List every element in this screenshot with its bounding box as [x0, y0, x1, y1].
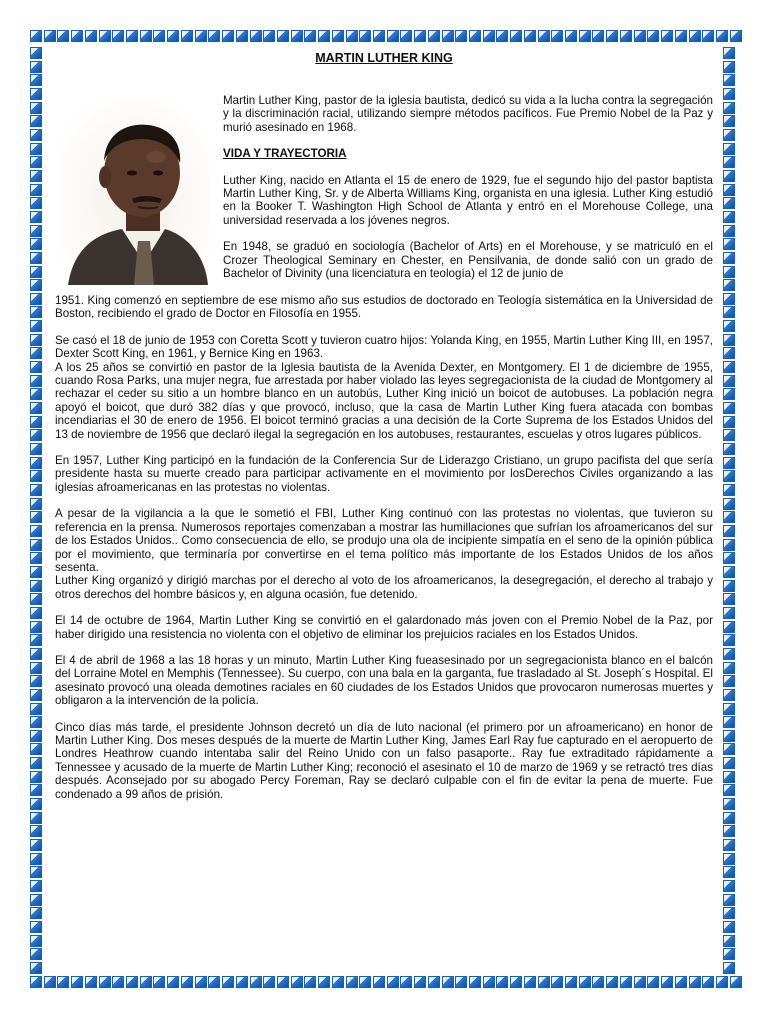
border-tile-icon	[723, 525, 735, 537]
border-tile-icon	[263, 976, 275, 988]
border-tile-icon	[277, 976, 289, 988]
border-tile-icon	[236, 976, 248, 988]
border-tile-icon	[99, 30, 111, 42]
border-tile-icon	[723, 539, 735, 551]
paragraph-birth: Luther King, nacido en Atlanta el 15 de enero de 1929, fue el segundo hijo del pastor baptista Martin Luther King, Sr. y de Alberta Williams King, organista en una iglesia. Luther King estudió en la Booker T. Washington High School de Atlanta y entró en el Morehouse College, una universidad reservada a los jóvenes negros.	[223, 173, 713, 227]
border-tile-icon	[140, 30, 152, 42]
border-tile-icon	[30, 30, 42, 42]
border-tile-icon	[634, 30, 646, 42]
border-tile-icon	[689, 976, 701, 988]
border-tile-icon	[469, 30, 481, 42]
border-tile-icon	[30, 170, 42, 182]
border-tile-icon	[277, 30, 289, 42]
border-tile-icon	[85, 976, 97, 988]
border-tile-icon	[30, 293, 42, 305]
border-tile-icon	[606, 976, 618, 988]
border-tile-icon	[483, 30, 495, 42]
border-tile-icon	[723, 798, 735, 810]
border-tile-icon	[30, 211, 42, 223]
border-tile-icon	[222, 30, 234, 42]
paragraph-marriage: Se casó el 18 de junio de 1953 con Coretta Scott y tuvieron cuatro hijos: Yolanda King, en 1955, Martin Luther King III, en 1957, Dexter Scott King, en 1961, y Bernice King en 1963.	[55, 333, 713, 361]
border-tile-icon	[723, 197, 735, 209]
border-tile-icon	[359, 30, 371, 42]
paragraph-marches: Luther King organizó y dirigió marchas por el derecho al voto de los afroamericanos, la desegregación, el derecho al trabajo y otros derechos del hombre básicos y, en alguna ocasión, fue detenido.	[55, 574, 713, 601]
border-tile-icon	[675, 976, 687, 988]
border-tile-icon	[723, 511, 735, 523]
border-tile-icon	[30, 511, 42, 523]
border-tile-icon	[483, 976, 495, 988]
border-tile-icon	[675, 30, 687, 42]
decorative-border-top	[30, 30, 742, 45]
border-tile-icon	[524, 976, 536, 988]
border-tile-icon	[30, 716, 42, 728]
border-tile-icon	[30, 839, 42, 851]
border-tile-icon	[565, 30, 577, 42]
border-tile-icon	[71, 30, 83, 42]
intro-section	[223, 94, 713, 280]
border-tile-icon	[30, 771, 42, 783]
border-tile-icon	[30, 525, 42, 537]
border-tile-icon	[723, 894, 735, 906]
border-tile-icon	[723, 935, 735, 947]
border-tile-icon	[30, 812, 42, 824]
border-tile-icon	[387, 30, 399, 42]
border-tile-icon	[723, 306, 735, 318]
border-tile-icon	[723, 402, 735, 414]
border-tile-icon	[538, 30, 550, 42]
border-tile-icon	[723, 225, 735, 237]
border-tile-icon	[723, 703, 735, 715]
border-tile-icon	[140, 976, 152, 988]
border-tile-icon	[723, 593, 735, 605]
border-tile-icon	[723, 907, 735, 919]
border-tile-icon	[723, 334, 735, 346]
border-tile-icon	[30, 894, 42, 906]
border-tile-icon	[723, 948, 735, 960]
border-tile-icon	[723, 88, 735, 100]
border-tile-icon	[181, 30, 193, 42]
border-tile-icon	[606, 30, 618, 42]
border-tile-icon	[723, 61, 735, 73]
border-tile-icon	[167, 976, 179, 988]
border-tile-icon	[30, 238, 42, 250]
border-tile-icon	[723, 880, 735, 892]
border-tile-icon	[99, 976, 111, 988]
border-tile-icon	[181, 976, 193, 988]
border-tile-icon	[723, 143, 735, 155]
border-tile-icon	[723, 621, 735, 633]
border-tile-icon	[723, 211, 735, 223]
border-tile-icon	[126, 976, 138, 988]
border-tile-icon	[30, 347, 42, 359]
border-tile-icon	[496, 30, 508, 42]
border-tile-icon	[723, 416, 735, 428]
border-tile-icon	[30, 580, 42, 592]
border-tile-icon	[373, 30, 385, 42]
border-tile-icon	[723, 812, 735, 824]
paragraph-nobel: El 14 de octubre de 1964, Martin Luther King se convirtió en el galardonado más joven con el Premio Nobel de la Paz, por haber dirigido una resistencia no violenta con el objetivo de eliminar los prejuicios raciales en los Estados Unidos.	[55, 614, 713, 641]
border-tile-icon	[30, 334, 42, 346]
portrait-photo	[60, 95, 210, 285]
border-tile-icon	[30, 156, 42, 168]
border-tile-icon	[30, 907, 42, 919]
border-tile-icon	[400, 976, 412, 988]
border-tile-icon	[30, 743, 42, 755]
border-tile-icon	[723, 580, 735, 592]
paragraph-montgomery: A los 25 años se convirtió en pastor de la Iglesia bautista de la Avenida Dexter, en Montgomery. El 1 de diciembre de 1955, cuando Rosa Parks, una mujer negra, fue arrestada por haber violado las leyes segregacionista de la ciudad de Montgomery al rechazar el ceder su sitio a un hombre blanco en un autobús, Luther King inició un boicot de autobuses. La población negra apoyó el boicot, que duró 382 días y que provocó, incluso, que la casa de Martin Luther King fuera atacada con bombas incendiarias el 30 de enero de 1956. El boicot terminó gracias a una decisión de la Corte Suprema de los Estados Unidos del 13 de noviembre de 1956 que declaró ilegal la segregación en los autobuses, restaurantes, escuelas y otros lugares públicos.	[55, 360, 713, 441]
border-tile-icon	[30, 976, 42, 988]
border-tile-icon	[208, 30, 220, 42]
border-tile-icon	[30, 757, 42, 769]
border-tile-icon	[236, 30, 248, 42]
border-tile-icon	[723, 730, 735, 742]
border-tile-icon	[30, 252, 42, 264]
border-tile-icon	[723, 825, 735, 837]
border-tile-icon	[44, 30, 56, 42]
border-tile-icon	[723, 252, 735, 264]
border-tile-icon	[524, 30, 536, 42]
border-tile-icon	[442, 976, 454, 988]
border-tile-icon	[723, 47, 735, 59]
border-tile-icon	[723, 784, 735, 796]
border-tile-icon	[510, 30, 522, 42]
border-tile-icon	[30, 921, 42, 933]
border-tile-icon	[723, 771, 735, 783]
border-tile-icon	[263, 30, 275, 42]
border-tile-icon	[304, 976, 316, 988]
border-tile-icon	[30, 593, 42, 605]
border-tile-icon	[153, 30, 165, 42]
border-tile-icon	[332, 976, 344, 988]
border-tile-icon	[30, 853, 42, 865]
border-tile-icon	[30, 143, 42, 155]
border-tile-icon	[723, 320, 735, 332]
border-tile-icon	[387, 976, 399, 988]
border-tile-icon	[30, 388, 42, 400]
border-tile-icon	[400, 30, 412, 42]
border-tile-icon	[30, 375, 42, 387]
border-tile-icon	[455, 976, 467, 988]
border-tile-icon	[30, 470, 42, 482]
decorative-border-bottom	[30, 976, 742, 991]
section-heading: VIDA Y TRAYECTORIA	[223, 147, 347, 161]
intro-paragraph: Martin Luther King, pastor de la iglesia bautista, dedicó su vida a la lucha contra la segregación y la discriminación racial, utilizando siempre métodos pacíficos. Fue Premio Nobel de la Paz y murió asesinado en 1968.	[223, 94, 713, 134]
paragraph-sclc: En 1957, Luther King participó en la fundación de la Conferencia Sur de Liderazgo Cristiano, un grupo pacifista del que sería presidente hasta su muerte creado para participar activamente en el movimiento por losDerechos Civiles organizando a las iglesias afroamericanas en las protestas no violentas.	[55, 454, 713, 494]
border-tile-icon	[723, 429, 735, 441]
border-tile-icon	[57, 976, 69, 988]
border-tile-icon	[716, 30, 728, 42]
border-tile-icon	[346, 976, 358, 988]
border-tile-icon	[723, 184, 735, 196]
border-tile-icon	[689, 30, 701, 42]
border-tile-icon	[30, 784, 42, 796]
border-tile-icon	[318, 976, 330, 988]
border-tile-icon	[195, 30, 207, 42]
border-tile-icon	[592, 976, 604, 988]
border-tile-icon	[723, 443, 735, 455]
border-tile-icon	[414, 976, 426, 988]
border-tile-icon	[723, 962, 735, 974]
border-tile-icon	[30, 306, 42, 318]
paragraph-aftermath: Cinco días más tarde, el presidente Johnson decretó un día de luto nacional (el primero por un afroamericano) en honor de Martin Luther King. Dos meses después de la muerte de Martin Luther King, James Earl Ray fue capturado en el aeropuerto de Londres Heathrow cuando intentaba salir del Reino Unido con un falso pasaporte.. Ray fue extraditado rápidamente a Tennessee y acusado de la muerte de Martin Luther King; reconoció el asesinato el 10 de marzo de 1969 y se retractó tres días después. Aconsejado por su abogado Percy Foreman, Ray se declaró culpable con el fin de evitar la pena de muerte. Fue condenado a 99 años de prisión.	[55, 720, 713, 801]
paragraph-assassination: El 4 de abril de 1968 a las 18 horas y un minuto, Martin Luther King fueasesinado por un segregacionista blanco en el balcón del Lorraine Motel en Memphis (Tennessee). Su cuerpo, con una bala en la garganta, fue trasladado al St. Joseph´s Hospital. El asesinato provocó una oleada demotines raciales en 60 ciudades de los Estados Unidos que provocaron numerosas muertes y obligaron a la intervención de la policía.	[55, 653, 713, 708]
border-tile-icon	[723, 866, 735, 878]
border-tile-icon	[250, 976, 262, 988]
border-tile-icon	[592, 30, 604, 42]
border-tile-icon	[661, 30, 673, 42]
border-tile-icon	[496, 976, 508, 988]
border-tile-icon	[730, 30, 742, 42]
border-tile-icon	[723, 170, 735, 182]
border-tile-icon	[153, 976, 165, 988]
border-tile-icon	[291, 30, 303, 42]
border-tile-icon	[538, 976, 550, 988]
border-tile-icon	[291, 976, 303, 988]
border-tile-icon	[723, 689, 735, 701]
border-tile-icon	[551, 976, 563, 988]
border-tile-icon	[723, 757, 735, 769]
border-tile-icon	[57, 30, 69, 42]
border-tile-icon	[30, 621, 42, 633]
border-tile-icon	[723, 238, 735, 250]
border-tile-icon	[30, 962, 42, 974]
border-tile-icon	[44, 976, 56, 988]
border-tile-icon	[723, 675, 735, 687]
body-text	[55, 294, 713, 814]
border-tile-icon	[723, 566, 735, 578]
border-tile-icon	[723, 293, 735, 305]
border-tile-icon	[30, 935, 42, 947]
border-tile-icon	[469, 976, 481, 988]
border-tile-icon	[579, 30, 591, 42]
border-tile-icon	[723, 388, 735, 400]
border-tile-icon	[30, 74, 42, 86]
border-tile-icon	[723, 716, 735, 728]
border-tile-icon	[723, 634, 735, 646]
border-tile-icon	[30, 498, 42, 510]
border-tile-icon	[359, 976, 371, 988]
border-tile-icon	[30, 115, 42, 127]
border-tile-icon	[30, 416, 42, 428]
border-tile-icon	[723, 607, 735, 619]
border-tile-icon	[414, 30, 426, 42]
border-tile-icon	[723, 648, 735, 660]
border-tile-icon	[442, 30, 454, 42]
border-tile-icon	[195, 976, 207, 988]
border-tile-icon	[723, 74, 735, 86]
border-tile-icon	[30, 552, 42, 564]
border-tile-icon	[723, 457, 735, 469]
border-tile-icon	[647, 976, 659, 988]
border-tile-icon	[30, 88, 42, 100]
border-tile-icon	[30, 47, 42, 59]
paragraph-fbi: A pesar de la vigilancia a la que le sometió el FBI, Luther King continuó con las protestas no violentas, que tuvieron su referencia en la prensa. Numerosos reportajes comenzaban a mostrar las humillaciones que sufrían los afroamericanos del sur de los Estados Unidos.. Como consecuencia de ello, se produjo una ola de incipiente simpatía en el seno de la opinión pública por el movimiento, que terminaría por convertirse en el tema político más importante de los Estados Unidos de los años sesenta.	[55, 507, 713, 574]
border-tile-icon	[30, 675, 42, 687]
border-tile-icon	[428, 30, 440, 42]
border-tile-icon	[332, 30, 344, 42]
border-tile-icon	[647, 30, 659, 42]
border-tile-icon	[723, 552, 735, 564]
border-tile-icon	[346, 30, 358, 42]
border-tile-icon	[30, 129, 42, 141]
border-tile-icon	[661, 976, 673, 988]
border-tile-icon	[30, 948, 42, 960]
border-tile-icon	[30, 880, 42, 892]
border-tile-icon	[208, 976, 220, 988]
border-tile-icon	[579, 976, 591, 988]
border-tile-icon	[723, 921, 735, 933]
border-tile-icon	[702, 30, 714, 42]
border-tile-icon	[30, 539, 42, 551]
paragraph-doctorate: 1951. King comenzó en septiembre de ese mismo año sus estudios de doctorado en Teología sistemática en la Universidad de Boston, recibiendo el grado de Doctor en Filosofía en 1955.	[55, 294, 713, 321]
border-tile-icon	[30, 689, 42, 701]
border-tile-icon	[167, 30, 179, 42]
border-tile-icon	[30, 457, 42, 469]
border-tile-icon	[723, 853, 735, 865]
border-tile-icon	[112, 30, 124, 42]
border-tile-icon	[30, 266, 42, 278]
border-tile-icon	[723, 279, 735, 291]
border-tile-icon	[30, 703, 42, 715]
border-tile-icon	[565, 976, 577, 988]
border-tile-icon	[30, 730, 42, 742]
border-tile-icon	[30, 320, 42, 332]
border-tile-icon	[112, 976, 124, 988]
border-tile-icon	[723, 375, 735, 387]
border-tile-icon	[30, 184, 42, 196]
border-tile-icon	[30, 225, 42, 237]
border-tile-icon	[30, 662, 42, 674]
border-tile-icon	[723, 361, 735, 373]
border-tile-icon	[723, 266, 735, 278]
border-tile-icon	[30, 102, 42, 114]
border-tile-icon	[30, 825, 42, 837]
border-tile-icon	[723, 839, 735, 851]
border-tile-icon	[30, 429, 42, 441]
border-tile-icon	[723, 347, 735, 359]
decorative-border-right	[723, 47, 738, 974]
border-tile-icon	[634, 976, 646, 988]
border-tile-icon	[730, 976, 742, 988]
border-tile-icon	[702, 976, 714, 988]
border-tile-icon	[30, 361, 42, 373]
border-tile-icon	[723, 115, 735, 127]
border-tile-icon	[723, 743, 735, 755]
border-tile-icon	[723, 102, 735, 114]
border-tile-icon	[723, 470, 735, 482]
border-tile-icon	[723, 129, 735, 141]
border-tile-icon	[723, 662, 735, 674]
border-tile-icon	[620, 30, 632, 42]
border-tile-icon	[71, 976, 83, 988]
border-tile-icon	[551, 30, 563, 42]
border-tile-icon	[723, 498, 735, 510]
document-content	[55, 50, 713, 801]
border-tile-icon	[222, 976, 234, 988]
border-tile-icon	[30, 197, 42, 209]
border-tile-icon	[30, 634, 42, 646]
border-tile-icon	[30, 484, 42, 496]
border-tile-icon	[620, 976, 632, 988]
border-tile-icon	[30, 648, 42, 660]
border-tile-icon	[716, 976, 728, 988]
border-tile-icon	[723, 484, 735, 496]
border-tile-icon	[126, 30, 138, 42]
decorative-border-left	[30, 47, 45, 974]
paragraph-education: En 1948, se graduó en sociología (Bachelor of Arts) en el Morehouse, y se matriculó en el Crozer Theological Seminary en Chester, en Pensilvania, de donde salió con un grado de Bachelor of Divinity (una licenciatura en teología) el 12 de junio de	[223, 240, 713, 281]
border-tile-icon	[318, 30, 330, 42]
border-tile-icon	[30, 443, 42, 455]
border-tile-icon	[455, 30, 467, 42]
border-tile-icon	[510, 976, 522, 988]
border-tile-icon	[30, 61, 42, 73]
border-tile-icon	[304, 30, 316, 42]
border-tile-icon	[250, 30, 262, 42]
border-tile-icon	[30, 402, 42, 414]
page-title: MARTIN LUTHER KING	[315, 51, 453, 65]
border-tile-icon	[30, 566, 42, 578]
border-tile-icon	[30, 607, 42, 619]
border-tile-icon	[30, 866, 42, 878]
border-tile-icon	[428, 976, 440, 988]
border-tile-icon	[30, 798, 42, 810]
border-tile-icon	[85, 30, 97, 42]
border-tile-icon	[373, 976, 385, 988]
border-tile-icon	[30, 279, 42, 291]
border-tile-icon	[723, 156, 735, 168]
